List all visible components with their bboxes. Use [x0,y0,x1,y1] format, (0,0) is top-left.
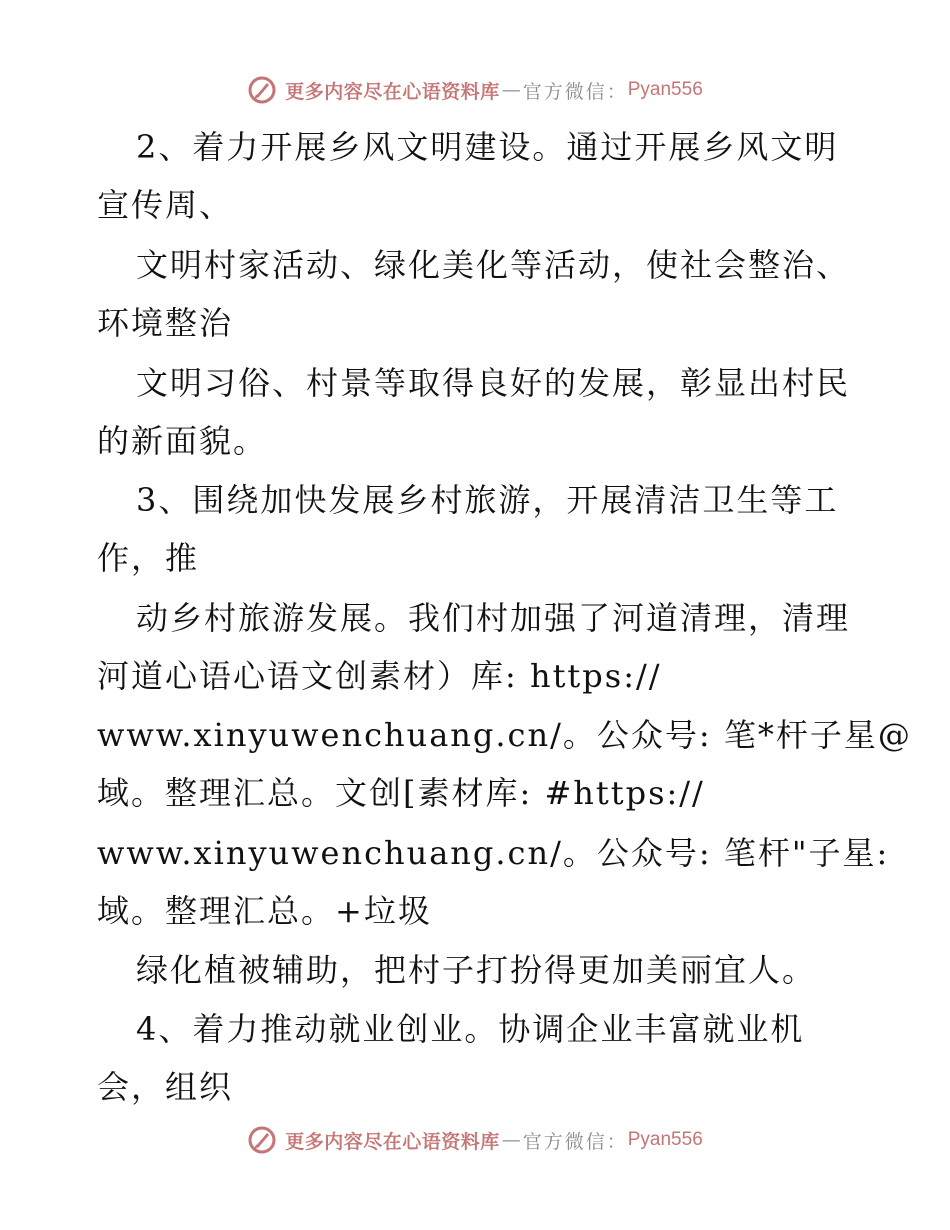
header-dash: — [501,79,521,101]
footer-wechat-label: 官方微信： [522,1130,628,1153]
text-line: 宣传周、 [97,186,234,224]
header-wechat-label: 官方微信： [522,80,628,103]
footer-dash: — [501,1129,521,1151]
text-line: 3、围绕加快发展乡村旅游，开展清洁卫生等工 [136,481,839,519]
text-line: 环境整治 [97,304,234,342]
quill-logo-icon [247,1125,277,1155]
text-line: 2、着力开展乡风文明建设。通过开展乡风文明 [136,128,839,166]
text-line: www.xinyuwenchuang.cn/。公众号: 笔杆"子星: [97,834,890,872]
text-line: 4、着力推动就业创业。协调企业丰富就业机 [136,1010,805,1048]
header-site-text: 更多内容尽在心语资料库 [285,80,500,103]
text-line: 域。整理汇总。+垃圾 [97,892,432,930]
text-line: 会，组织 [97,1068,234,1106]
footer-wechat-id: Pyan556 [627,1129,703,1150]
text-line: www.xinyuwenchuang.cn/。公众号: 笔*杆子星@ [97,716,912,754]
text-line: 绿化植被辅助，把村子打扮得更加美丽宜人。 [136,951,817,989]
footer-site-text: 更多内容尽在心语资料库 [285,1130,500,1153]
header-wechat-id: Pyan556 [627,79,703,100]
footer-banner [0,1122,950,1158]
text-line: 作，推 [97,539,200,577]
text-line: 河道心语心语文创素材）库: https:// [97,657,662,695]
text-line: 动乡村旅游发展。我们村加强了河道清理，清理 [136,599,851,637]
header-banner [0,72,950,108]
text-line: 域。整理汇总。文创[素材库: #https:// [97,774,705,812]
text-line: 的新面貌。 [97,422,268,460]
text-line: 文明村家活动、绿化美化等活动，使社会整治、 [136,246,851,284]
text-line: 文明习俗、村景等取得良好的发展，彰显出村民 [136,364,851,402]
quill-logo-icon [247,75,277,105]
